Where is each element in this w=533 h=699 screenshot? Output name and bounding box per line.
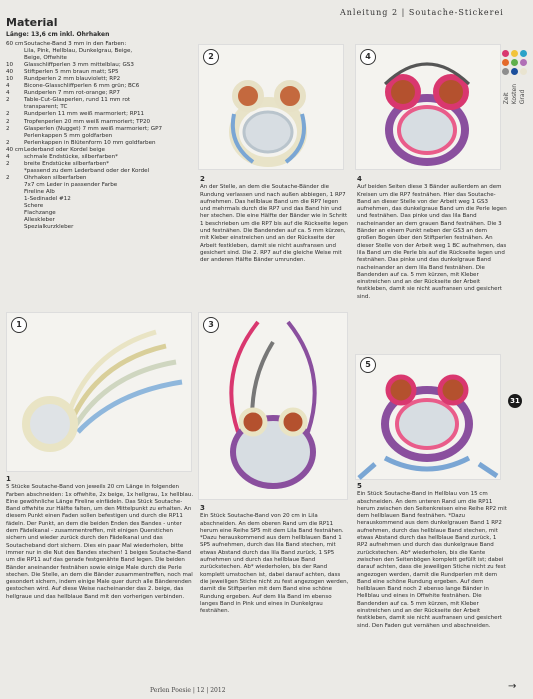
material-text: breite Endstücke silberfarben* [24, 160, 110, 167]
step-1-heading: 1 [6, 475, 11, 483]
material-row [6, 83, 196, 90]
color-dot [511, 68, 518, 75]
material-text: Lederband oder Kordel beige [24, 146, 105, 153]
color-dot [502, 68, 509, 75]
material-row [6, 168, 196, 175]
side-label-time: Zeit [503, 92, 510, 105]
material-quantity: 2 [6, 139, 10, 146]
material-row [6, 119, 196, 126]
material-quantity [6, 168, 24, 175]
step-2-number: 2 [203, 49, 219, 65]
step-2-text [200, 176, 350, 265]
material-text: Soutache-Band 3 mm in den Farben: [24, 41, 127, 47]
material-text: Perlenkappen in Blütenform 10 mm goldfarben [24, 139, 156, 146]
step-4-number: 4 [360, 49, 376, 65]
photo-step-2 [198, 44, 344, 170]
material-row [6, 224, 196, 231]
material-quantity [6, 210, 24, 217]
material-quantity: 40 cm [6, 146, 24, 153]
step-2-heading: 2 [200, 175, 205, 183]
material-text: Lila, Pink, Hellblau, Dunkelgrau, Beige, [24, 48, 133, 55]
material-row [6, 133, 196, 140]
material-text: Alleskleber [24, 217, 55, 224]
material-quantity: 4 [6, 90, 10, 97]
step-4-body: Auf beiden Seiten diese 3 Bänder außerdem an dem Kreisen um die RP7 festnähen. Hier das Soutache-Band an dieser Stelle von der Arbeit weg 1 GS3 aufnehmen, das dunkelgraue Band um die Perle legen und festnähen. Das pinke und das lila Band nacheinander an dem grauen Band festnähen. Die 3 Bänder an einem Punkt neben der GS3 an dem großen Bogen über den Stiftperlen festnähen. An dieser Stelle von der Arbeit weg 1 BC aufnehmen, das lila Band um die Perle bis auf die Rückseite legen und festnähen. Das pinke und das dunkelgraue Band nacheinander an dem lila Band festnähen. Die Bandenden auf ca. 5 mm kürzen, mit Kleber einstreichen und an der Rückseite der Arbeit festkleben, damit sie nicht ausfransen und gesichert sind. [357, 184, 507, 300]
material-row [6, 140, 196, 147]
material-row [6, 76, 196, 83]
material-text: transparent; TC [24, 104, 68, 111]
material-quantity: 4 [6, 83, 10, 90]
step-5-text [357, 483, 507, 630]
material-quantity: 40 [6, 69, 14, 76]
material-row [6, 97, 196, 104]
side-label-grade: Grad [519, 89, 526, 105]
material-text: *passend zu dem Lederband oder der Kordel [24, 167, 150, 174]
material-text: Perlenkappen 5 mm goldfarben [24, 132, 113, 139]
step-3-body: Ein Stück Soutache-Band von 20 cm in Lila abschneiden. An dem oberen Rand um die RP11 herum eine Reihe SP5 mit dem Lila Band festnähen. *Dazu herauskommend aus dem hellblauen Band 1 SP5 aufnehmen, durch das lila Band stechen, mit etwas Abstand durch das lila Band zurück, 1 SP5 aufnehmen und durch das hellblaue Band zurückstechen. Ab* wiederholen, bis der Rand komplett umstochen ist, dabei darauf achten, dass die jeweiligen Stiche nicht zu fest angezogen werden, damit die Stiftperlen mit dem Band eine schöne Rundung ergeben. Auf dem lila Band im ebenso langes Band in Pink und eines in Dunkelgrau festnähen. [200, 513, 349, 615]
material-text: Flachzange [24, 210, 56, 217]
side-label [503, 84, 527, 104]
material-text: Schere [24, 203, 44, 210]
material-row [6, 90, 196, 97]
side-label-cost: Kosten [511, 84, 518, 105]
material-row [6, 154, 196, 161]
material-quantity [6, 182, 24, 189]
material-row [6, 147, 196, 154]
material-text: Bicone-Glasschliffperlen 6 mm grün; BC6 [24, 83, 140, 90]
color-dots [502, 50, 527, 75]
material-quantity: 60 cm [6, 41, 24, 47]
material-text: Spezialkurzkleber [24, 224, 74, 231]
color-dot [520, 68, 527, 75]
material-text: Rundperlen 2 mm blauviolett; RP2 [24, 76, 121, 83]
material-text: Glasperlen (Nugget) 7 mm weiß marmoriert; GP7 [24, 125, 163, 132]
material-row [6, 196, 196, 203]
photo-step-5 [355, 354, 501, 480]
footer: Perlen Poesie | 12 | 2012 [150, 687, 226, 694]
material-row [6, 104, 196, 111]
material-row [6, 111, 196, 118]
step-5-heading: 5 [357, 482, 362, 490]
page-number-badge: 31 [508, 394, 522, 408]
earring-step-3-illustration [198, 312, 348, 500]
photo-step-4 [355, 44, 501, 170]
step-2-body: An der Stelle, an dem die Soutache-Bänder die Rundung verlassen und nach außen abbiegen, 1 RP7 aufnehmen. Das hellblaue Band um die RP7 legen und mehrmals durch die RP7 und das Band hin und her stechen. Die eine Hälfte der Bänder wie in Schritt 1 beschrieben um die RP7 bis auf die Rückseite legen und festnähen. Die Bandenden auf ca. 5 mm kürzen, mit Kleber einstreichen und an der Rückseite der Arbeit festkleben, damit sie nicht ausfransen und gesichert sind. Die 2. RP7 auf die gleiche Weise mit der anderen Hälfte Bänder umrunden. [200, 184, 348, 264]
color-dot [520, 50, 527, 57]
step-3-heading: 3 [200, 504, 205, 512]
step-4-heading: 4 [357, 175, 362, 183]
material-quantity [6, 133, 24, 140]
step-5-body: Ein Stück Soutache-Band in Hellblau von 15 cm abschneiden. An dem unteren Rand um die RP11 herum zwischen den Seitenkreisen eine Reihe RP2 mit dem hellblauen Band festnähen. *Dazu herauskommend aus dem dunkelgrauen Band 1 RP2 aufnehmen, durch das hellblaue Band stechen, mit etwas Abstand durch das hellblaue Band zurück, 1 RP2 aufnehmen und durch das dunkelgraue Band zurückstechen. Ab* wiederholen, bis die Kante zwischen den Seitenbögen komplett gefüllt ist; dabei darauf achten, dass die jeweiligen Stiche nicht zu fest angezogen werden, damit die Rundperlen mit dem Band eine schöne Rundung ergeben. Auf dem hellblauen Band noch 2 ebenso lange Bänder in Hellblau und eines in Offwhite festnähen. Die Bandenden auf ca. 5 mm kürzen, mit Kleber einstreichen und an der Rückseite der Arbeit festkleben, damit sie nicht ausfransen und gesichert sind. Den Faden gut vernähen und abschneiden. [357, 491, 507, 629]
material-quantity: 2 [6, 118, 10, 125]
material-row [6, 62, 196, 69]
material-quantity [6, 104, 24, 111]
step-1-number: 1 [11, 317, 27, 333]
material-text: 7x7 cm Leder in passender Farbe [24, 181, 118, 188]
step-3-text [200, 505, 350, 615]
material-quantity: 10 [6, 62, 14, 69]
material-row [6, 161, 196, 168]
material-text: Rundperlen 11 mm weiß marmoriert; RP11 [24, 111, 145, 118]
color-dot [520, 59, 527, 66]
material-row [6, 48, 196, 55]
material-quantity: 2 [6, 160, 10, 167]
photo-step-1 [6, 312, 192, 472]
step-4-text [357, 176, 507, 301]
step-3-number: 3 [203, 317, 219, 333]
material-quantity: 4 [6, 153, 10, 160]
material-text: Rundperlen 7 mm rot-orange; RP7 [24, 90, 120, 97]
material-quantity [6, 189, 24, 196]
material-quantity [6, 196, 24, 203]
material-text: schmale Endstücke, silberfarben* [24, 153, 118, 160]
earring-step-5-illustration [355, 354, 501, 480]
material-quantity: 10 [6, 76, 14, 83]
earring-step-2-illustration [198, 44, 344, 170]
material-quantity: 2 [6, 111, 10, 118]
material-text: Fireline Alb [24, 188, 55, 195]
material-row [6, 55, 196, 62]
material-quantity [6, 224, 24, 231]
step-1-body: 5 Stücke Soutache-Band von jeweils 20 cm Länge in folgenden Farben abschneiden: 1x offwhite, 2x beige, 1x hellgrau, 1x hellblau. Eine gewöhnliche Länge Fireline einfädeln. Das Stück Soutache-Band offwhite zur Hälfte falten, um den Mittelpunkt zu erhalten. An diesem Punkt einen Faden sollen befestigen und durch die RP11 fädeln. Der Punkt, an dem die beiden Enden des Bandes - unter dem Fädelkanal - zusammentreffen, mit einigen Querstichen sichern und wieder zurück durch den Fädelkanal und das Soutacheband dort sichern. Dies ein paar Mal wiederholen, bitte immer nur in die Nut des Bandes stechen! 1 beiges Soutache-Band um die RP11 auf das gerade festgenähte Band legen. Die beiden Bänder aneinander festnähen sowie einige Male durch die Perle stechen. Die Stelle, an dem die Bänder zusammentreffen, noch mal gesondert sichern, indem einige Male quer durch alle Bänderenden gestochen wird. Auf diese Weise nacheinander das 2. beige, das hellgraue und das hellblaue Band mit den vorherigen verbinden. [6, 484, 194, 600]
material-text: Stiftperlen 5 mm braun matt; SP5 [24, 69, 119, 76]
material-row [6, 175, 196, 182]
step-5-number: 5 [360, 357, 376, 373]
color-dot [502, 59, 509, 66]
material-quantity: 2 [6, 97, 10, 104]
material-row [6, 189, 196, 196]
earring-step-4-illustration [355, 44, 501, 170]
color-dot [502, 50, 509, 57]
material-quantity [6, 55, 24, 62]
material-row [6, 69, 196, 76]
material-quantity: 2 [6, 125, 10, 132]
material-row [6, 203, 196, 210]
materials-list [6, 41, 196, 231]
color-dot [511, 50, 518, 57]
material-text: Glasschliffperlen 3 mm mittelblau; GS3 [24, 62, 134, 69]
material-quantity [6, 217, 24, 224]
next-page-arrow-icon[interactable]: → [508, 681, 517, 692]
material-text: Tropfenperlen 20 mm weiß marmoriert; TP20 [24, 118, 151, 125]
color-dot [511, 59, 518, 66]
material-row [6, 41, 196, 48]
page-header: Anleitung 2 | Soutache-Stickerei [340, 8, 504, 17]
material-text: Beige, Offwhite [24, 55, 67, 62]
material-row [6, 217, 196, 224]
material-row [6, 210, 196, 217]
material-quantity: 2 [6, 174, 10, 181]
material-row [6, 182, 196, 189]
material-row [6, 126, 196, 133]
photo-step-3 [198, 312, 348, 500]
material-text: Ohrhaken silberfarben [24, 174, 87, 181]
material-quantity [6, 203, 24, 210]
material-quantity [6, 48, 24, 55]
material-text: 1-Sedinadel #12 [24, 196, 71, 203]
materials-title: Material [6, 16, 58, 29]
materials-subtitle: Länge: 13,6 cm inkl. Ohrhaken [6, 31, 110, 38]
step-1-text [6, 476, 194, 601]
material-text: Table-Cut-Glasperlen, rund 11 mm rot [24, 97, 131, 104]
earring-step-1-illustration [6, 312, 192, 472]
